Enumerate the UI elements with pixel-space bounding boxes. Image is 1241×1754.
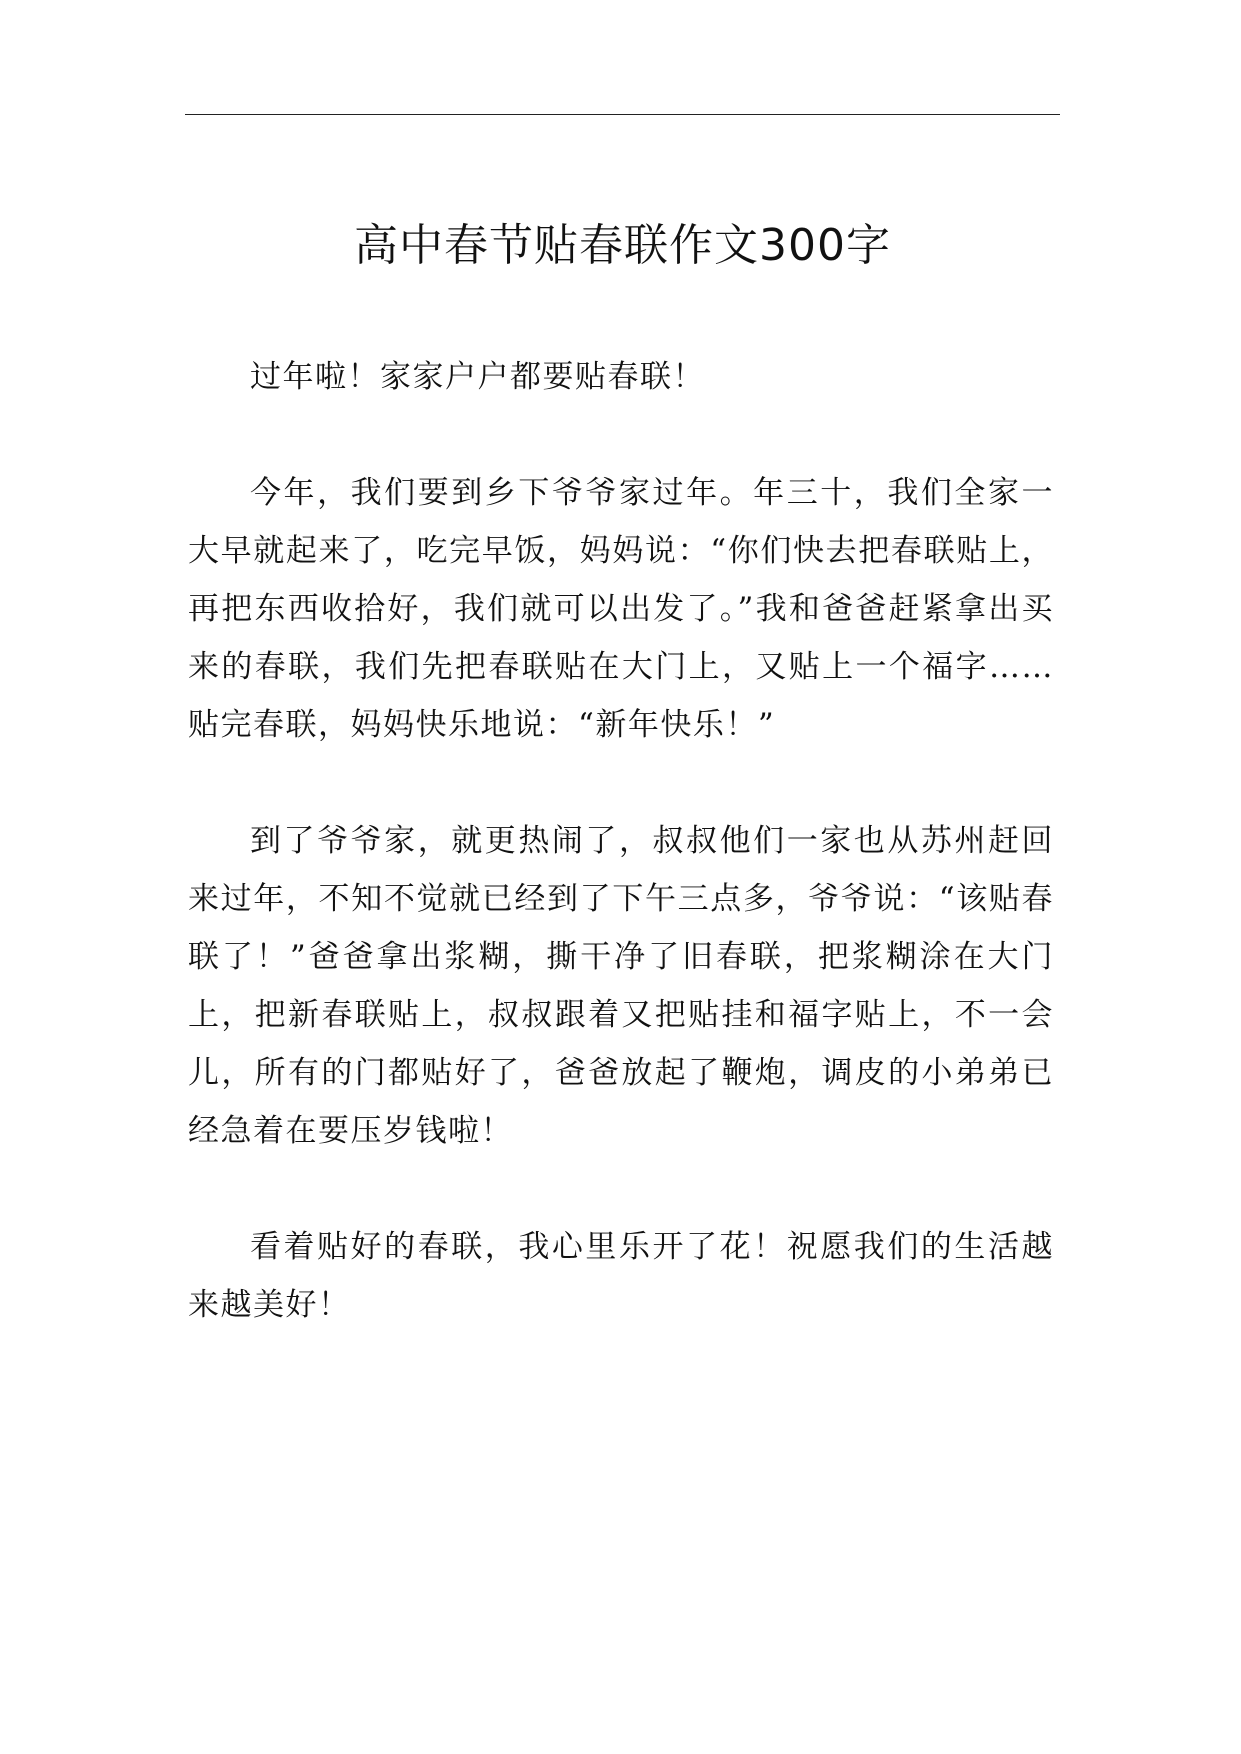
document-body xyxy=(188,348,1054,1392)
paragraph-2: 今年，我们要到乡下爷爷家过年。年三十，我们全家一大早就起来了，吃完早饭，妈妈说：“你们快去把春联贴上，再把东西收拾好，我们就可以出发了。”我和爸爸赶紧拿出买来的春联，我们先把春联贴在大门上，又贴上一个福字……贴完春联，妈妈快乐地说：“新年快乐！” xyxy=(188,475,1054,743)
document-title: 高中春节贴春联作文300字 xyxy=(354,220,891,271)
paragraph-3: 到了爷爷家，就更热闹了，叔叔他们一家也从苏州赶回来过年，不知不觉就已经到了下午三点多，爷爷说：“该贴春联了！”爸爸拿出浆糊，撕干净了旧春联，把浆糊涂在大门上，把新春联贴上，叔叔跟着又把贴挂和福字贴上，不一会儿，所有的门都贴好了，爸爸放起了鞭炮，调皮的小弟弟已经急着在要压岁钱啦！ xyxy=(188,823,1054,1149)
paragraph-4: 看着贴好的春联，我心里乐开了花！祝愿我们的生活越来越美好！ xyxy=(188,1229,1054,1323)
paragraph-1: 过年啦！家家户户都要贴春联！ xyxy=(250,359,705,395)
header-rule xyxy=(185,114,1060,115)
